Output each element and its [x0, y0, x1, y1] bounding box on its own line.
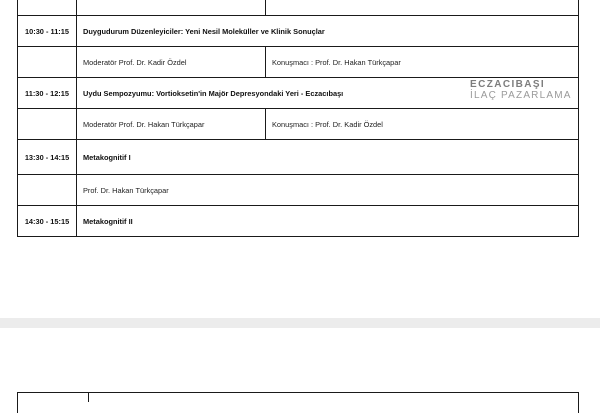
time-cell: 10:30 - 11:15 [18, 16, 77, 47]
document-page-bottom [0, 328, 600, 400]
sponsor-logo [470, 79, 580, 101]
time-cell: 14:30 - 15:15 [18, 206, 77, 237]
time-cell [18, 109, 77, 140]
speaker-cell: Prof. Dr. Hakan Türkçapar [77, 175, 579, 206]
session-title: Metakognitif II [77, 206, 579, 237]
table-row [18, 140, 579, 175]
sponsor-name: ECZACIBAŞI [470, 79, 546, 90]
speaker-cell: Konuşmacı : Prof. Dr. Hakan Türkçapar [266, 47, 579, 78]
next-page-table-edge [17, 392, 579, 413]
table-row [18, 109, 579, 140]
time-cell [18, 47, 77, 78]
table-row [18, 175, 579, 206]
time-cell [18, 0, 77, 16]
moderator-cell: Moderatör Prof. Dr. Hakan Türkçapar [77, 109, 266, 140]
table-row [18, 206, 579, 237]
page-separator [0, 318, 600, 328]
next-page-column-divider [88, 392, 89, 402]
time-cell: 11:30 - 12:15 [18, 78, 77, 109]
time-cell: 13:30 - 14:15 [18, 140, 77, 175]
moderator-cell: Moderatör Prof. Dr. Kadir Özdel [77, 47, 266, 78]
sponsor-subtitle: İLAÇ PAZARLAMA [470, 90, 572, 101]
schedule-table [17, 0, 579, 237]
time-cell [18, 175, 77, 206]
speaker-cell: Konuşmacı : Prof. Dr. Kadir Özdel [266, 109, 579, 140]
table-row [18, 0, 579, 16]
moderator-cell [77, 0, 266, 16]
speaker-cell [266, 0, 579, 16]
table-row [18, 47, 579, 78]
session-title: Uydu Sempozyumu: Vortioksetin'in Majör Depresyondaki Yeri - Eczacıbaşı [77, 78, 579, 109]
table-row [18, 16, 579, 47]
session-title: Metakognitif I [77, 140, 579, 175]
session-title: Duygudurum Düzenleyiciler: Yeni Nesil Moleküller ve Klinik Sonuçlar [77, 16, 579, 47]
